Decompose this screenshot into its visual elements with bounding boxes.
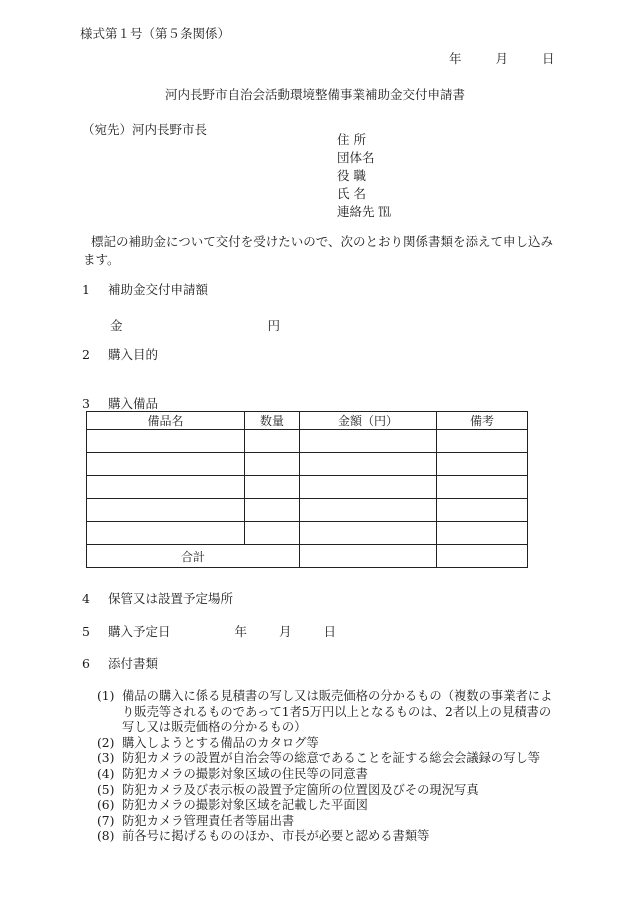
cell-quantity[interactable] (245, 476, 300, 499)
amount-prefix: 金 (110, 318, 123, 333)
organization-field-label: 団体名 (337, 150, 375, 165)
purchase-day: 日 (323, 624, 337, 639)
addressee: （宛先）河内長野市長 (82, 122, 208, 137)
section-6-label: 添付書類 (108, 656, 159, 671)
list-item (97, 829, 557, 845)
cell-item-name[interactable] (87, 499, 245, 522)
section-2-number: 2 (82, 347, 90, 362)
cell-item-name[interactable] (87, 522, 245, 545)
cell-quantity[interactable] (245, 499, 300, 522)
cell-amount[interactable] (300, 476, 437, 499)
list-item (97, 736, 557, 752)
date-year: 年 (449, 51, 462, 66)
section-3-heading (82, 396, 158, 412)
table-row (87, 453, 528, 476)
list-item (97, 767, 557, 783)
list-item-number: (2) (97, 735, 115, 750)
cell-remarks[interactable] (437, 499, 528, 522)
contact-field-label: 連絡先 ℡ (337, 204, 391, 219)
equipment-table (86, 411, 528, 568)
cell-item-name[interactable] (87, 430, 245, 453)
table-row (87, 430, 528, 453)
list-item-number: (6) (97, 798, 115, 813)
list-item-number: (7) (97, 813, 115, 828)
list-item (97, 814, 557, 830)
header-quantity: 数量 (245, 412, 300, 430)
list-item-text: 防犯カメラの撮影対象区域を記載した平面図 (122, 798, 368, 813)
section-5-label: 購入予定日 (108, 624, 171, 639)
document-title: 河内長野市自治会活動環境整備事業補助金交付申請書 (164, 87, 465, 102)
section-6-number: 6 (82, 656, 90, 671)
section-4-label: 保管又は設置予定場所 (108, 591, 234, 606)
address-field-label: 住 所 (337, 132, 366, 147)
section-6-heading (82, 656, 158, 672)
list-item-number: (8) (97, 829, 115, 844)
list-item-text: 購入しようとする備品のカタログ等 (122, 735, 319, 750)
list-item-text: 防犯カメラ管理責任者等届出書 (122, 813, 295, 828)
date-month: 月 (495, 51, 509, 66)
section-5-heading (82, 624, 336, 640)
total-amount-cell[interactable] (300, 545, 437, 568)
list-item-number: (1) (97, 689, 115, 703)
list-item (97, 783, 557, 799)
attachment-list (97, 689, 557, 845)
section-2-heading (82, 347, 158, 363)
name-field-label: 氏 名 (337, 186, 366, 201)
list-item-number: (4) (97, 766, 115, 781)
amount-suffix: 円 (267, 318, 281, 333)
total-label: 合計 (87, 545, 300, 568)
table-row (87, 499, 528, 522)
list-item (97, 689, 557, 736)
table-header-row (87, 412, 528, 430)
purchase-year: 年 (234, 624, 248, 639)
list-item (97, 751, 557, 767)
header-amount: 金額（円） (300, 412, 437, 430)
table-row (87, 522, 528, 545)
list-item-number: (5) (97, 782, 115, 797)
section-2-label: 購入目的 (108, 347, 159, 362)
cell-amount[interactable] (300, 453, 437, 476)
section-5-number: 5 (82, 624, 90, 639)
cell-amount[interactable] (300, 522, 437, 545)
section-1-heading (82, 282, 208, 298)
section-4-number: 4 (82, 591, 90, 606)
amount-line (110, 316, 280, 334)
cell-remarks[interactable] (437, 453, 528, 476)
cell-amount[interactable] (300, 499, 437, 522)
cell-remarks[interactable] (437, 430, 528, 453)
cell-item-name[interactable] (87, 453, 245, 476)
list-item-text: 防犯カメラ及び表示板の設置予定箇所の位置図及びその現況写真 (122, 782, 479, 797)
cell-quantity[interactable] (245, 430, 300, 453)
list-item-text: 防犯カメラの撮影対象区域の住民等の同意書 (122, 766, 368, 781)
table-total-row (87, 545, 528, 568)
list-item-text: 備品の購入に係る見積書の写し又は販売価格の分かるもの（複数の事業者により販売等されるものであって1者5万円以上となるものは、2者以上の見積書の写し又は販売価格の分かるもの） (122, 689, 553, 735)
cell-quantity[interactable] (245, 522, 300, 545)
position-field-label: 役 職 (337, 168, 366, 183)
section-4-heading (82, 591, 233, 607)
cell-amount[interactable] (300, 430, 437, 453)
table-row (87, 476, 528, 499)
cell-item-name[interactable] (87, 476, 245, 499)
date-day: 日 (542, 51, 555, 66)
applicant-fields (337, 131, 391, 221)
header-remarks: 備考 (437, 412, 528, 430)
cell-remarks[interactable] (437, 476, 528, 499)
header-item-name: 備品名 (87, 412, 245, 430)
cell-quantity[interactable] (245, 453, 300, 476)
section-1-number: 1 (82, 282, 90, 297)
total-remarks-cell[interactable] (437, 545, 528, 568)
section-3-number: 3 (82, 396, 90, 411)
section-3-label: 購入備品 (108, 396, 159, 411)
section-1-label: 補助金交付申請額 (108, 282, 209, 297)
intro-paragraph: 標記の補助金について交付を受けたいので、次のとおり関係書類を添えて申し込みます。 (83, 234, 554, 267)
purchase-month: 月 (279, 624, 292, 639)
form-number: 様式第１号（第５条関係） (80, 26, 231, 41)
cell-remarks[interactable] (437, 522, 528, 545)
list-item (97, 798, 557, 814)
list-item-text: 防犯カメラの設置が自治会等の総意であることを証する総会会議録の写し等 (122, 751, 541, 766)
list-item-number: (3) (97, 751, 115, 766)
date-line (449, 49, 555, 67)
list-item-text: 前各号に掲げるもののほか、市長が必要と認める書類等 (122, 829, 430, 844)
